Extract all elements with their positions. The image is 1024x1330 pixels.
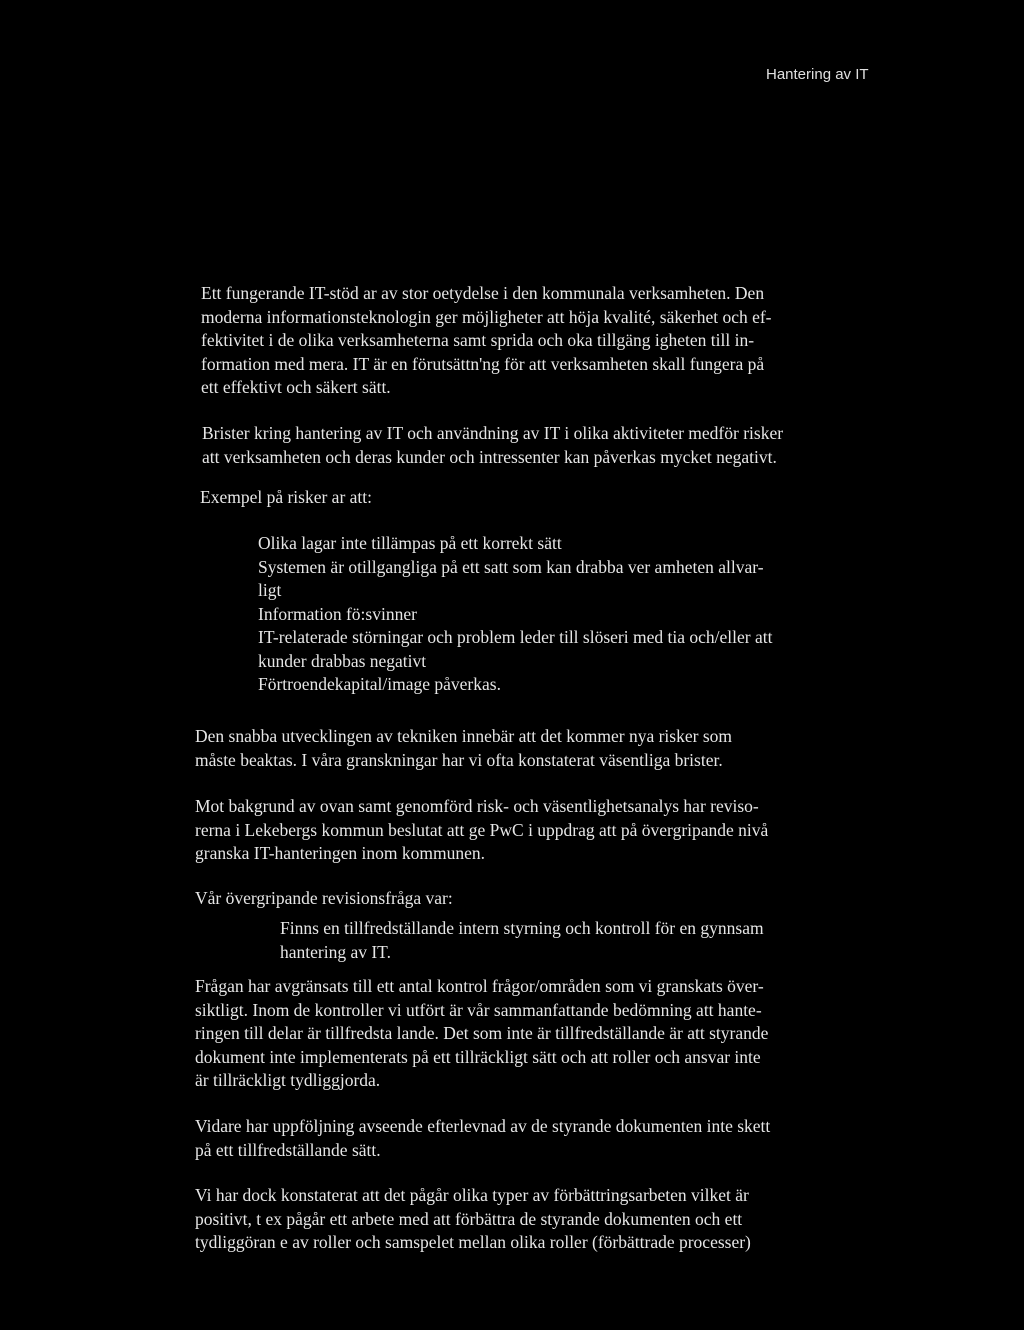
list-item: Information fö:svinner bbox=[258, 603, 417, 624]
list-item: Systemen är otillgangliga på ett satt som kan drabba ver amheten allvar- bbox=[258, 556, 764, 577]
list-item: Olika lagar inte tillämpas på ett korrekt sätt bbox=[258, 533, 562, 553]
text-line: granska IT-hanteringen inom kommunen. bbox=[195, 843, 485, 863]
paragraph-assessment bbox=[195, 975, 865, 1093]
text-line: siktligt. Inom de kontroller vi utfört är vår sammanfattande bedömning att hante- bbox=[195, 999, 762, 1020]
text-line: Brister kring hantering av IT och användning av IT i olika aktiviteter medför risker bbox=[202, 423, 784, 443]
paragraph-background bbox=[195, 795, 865, 866]
text-line: måste beaktas. I våra granskningar har vi ofta konstaterat väsentliga brister. bbox=[195, 749, 723, 770]
list-item-continuation: ligt bbox=[258, 580, 282, 600]
text-line: dokument inte implementerats på ett tillräckligt sätt och att roller och ansvar inte bbox=[195, 1046, 761, 1067]
text-line: Vår övergripande revisionsfråga var: bbox=[195, 888, 453, 908]
paragraph-question-intro bbox=[195, 887, 865, 911]
text-line: är tillräckligt tydliggjorda. bbox=[195, 1070, 381, 1090]
paragraph-examples-intro bbox=[200, 486, 870, 510]
paragraph-followup bbox=[195, 1115, 865, 1162]
text-line: Exempel på risker ar att: bbox=[200, 487, 373, 507]
text-line: fektivitet i de olika verksamheterna samt sprida och oka tillgäng igheten till in- bbox=[201, 330, 755, 350]
paragraph-improvements bbox=[195, 1184, 865, 1255]
list-item: Förtroendekapital/image påverkas. bbox=[258, 674, 501, 694]
paragraph-development bbox=[195, 725, 865, 772]
list-item-continuation: kunder drabbas negativt bbox=[258, 650, 427, 671]
text-line: att verksamheten och deras kunder och intressenter kan påverkas mycket negativt. bbox=[202, 446, 777, 467]
page-header-title: Hantering av IT bbox=[766, 66, 869, 83]
text-line: Mot bakgrund av ovan samt genomförd risk- och väsentlighetsanalys har reviso- bbox=[195, 796, 759, 816]
paragraph-intro bbox=[201, 282, 871, 400]
text-line: moderna informationsteknologin ger möjligheter att höja kvalité, säkerhet och ef- bbox=[201, 306, 772, 327]
text-line: Vi har dock konstaterat att det pågår olika typer av förbättringsarbeten vilket är bbox=[195, 1185, 749, 1205]
text-line: Ett fungerande IT-stöd ar av stor oetydelse i den kommunala verksamheten. Den bbox=[201, 283, 765, 303]
text-line: formation med mera. IT är en förutsättn'ng för att verksamheten skall fungera på bbox=[201, 353, 765, 374]
revision-question bbox=[280, 917, 880, 964]
text-line: Frågan har avgränsats till ett antal kontrol frågor/områden som vi granskats över- bbox=[195, 976, 764, 996]
text-line: Vidare har uppföljning avseende efterlevnad av de styrande dokumenten inte skett bbox=[195, 1116, 771, 1136]
list-item: IT-relaterade störningar och problem leder till slöseri med tia och/eller att bbox=[258, 627, 773, 647]
text-line: positivt, t ex pågår ett arbete med att förbättra de styrande dokumenten och ett bbox=[195, 1208, 743, 1229]
text-line: tydliggöran e av roller och samspelet mellan olika roller (förbättrade processer) bbox=[195, 1232, 751, 1252]
paragraph-brister bbox=[202, 422, 872, 469]
text-line: Finns en tillfredställande intern styrning och kontroll för en gynnsam bbox=[280, 918, 764, 938]
text-line: Den snabba utvecklingen av tekniken innebär att det kommer nya risker som bbox=[195, 726, 732, 746]
text-line: ringen till delar är tillfredsta lande. Det som inte är tillfredställande är att styrande bbox=[195, 1023, 769, 1043]
text-line: hantering av IT. bbox=[280, 941, 391, 962]
text-line: rerna i Lekebergs kommun beslutat att ge PwC i uppdrag att på övergripande nivå bbox=[195, 819, 769, 840]
risk-list bbox=[258, 532, 878, 697]
text-line: på ett tillfredställande sätt. bbox=[195, 1139, 381, 1160]
text-line: ett effektivt och säkert sätt. bbox=[201, 377, 391, 397]
